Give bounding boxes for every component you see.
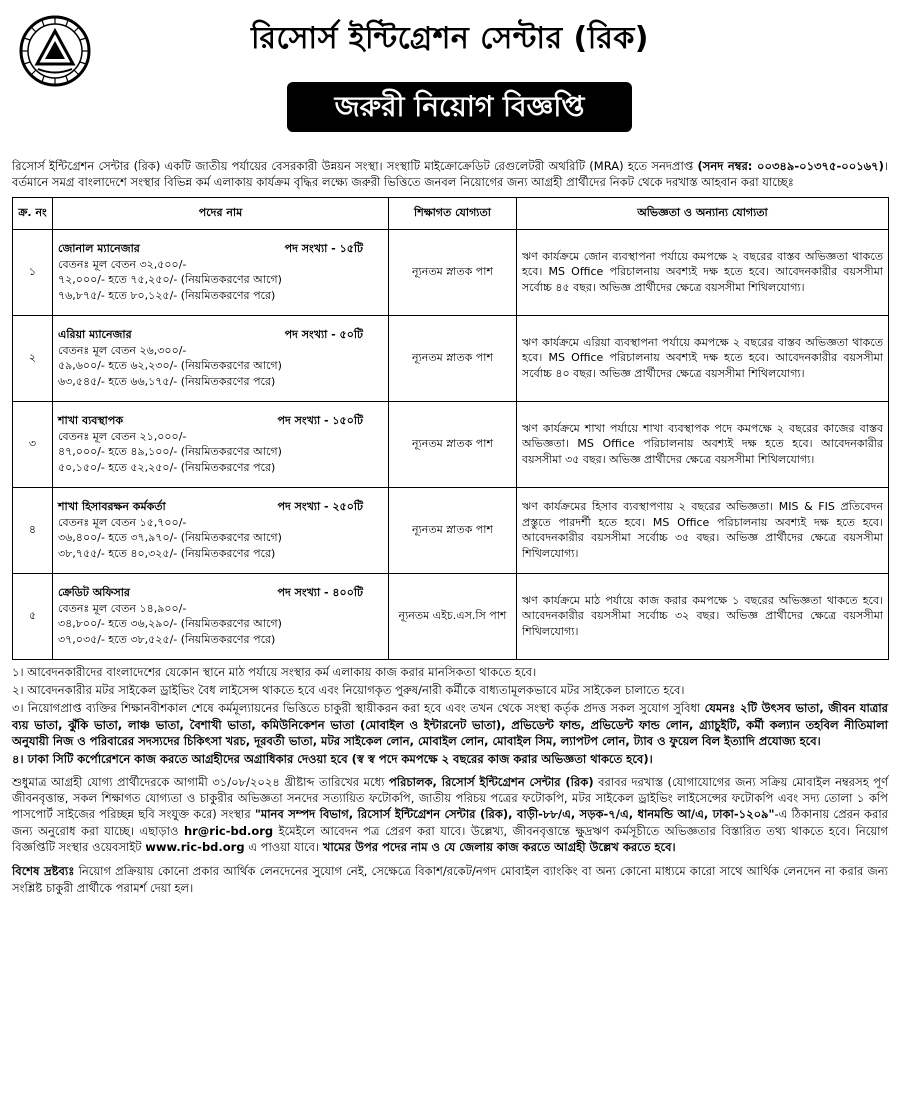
row-education: ন্যূনতম স্নাতক পাশ: [389, 229, 517, 315]
salary-basic: বেতনঃ মূল বেতন ২৬,৩০০/-: [58, 343, 187, 357]
row-education: ন্যূনতম স্নাতক পাশ: [389, 487, 517, 573]
salary-after: ৫০,১৫০/- হতে ৫২,২৫০/- (নিয়মিতকরণের পরে): [58, 460, 276, 474]
special-note-text: নিয়োগ প্রক্রিয়ায় কোনো প্রকার আর্থিক লেনদেনের সুযোগ নেই, সেক্ষেত্রে বিকাশ/রকেট/নগদ মোবাইল ব্যাংকিং বা অন্য কোনো মাধ্যমে কারো সাথে আর্থিক লেনদেন না করার জন্য সংশ্লিষ্ট চাকুরী প্রার্থীকে পরামর্শ দেয়া হল।: [12, 864, 888, 895]
condition-1: ১। আবেদনকারীদের বাংলাদেশের যেকোন স্থানে মাঠ পর্যায়ে সংস্থার কর্ম এলাকায় কাজ করার মানসিকতা থাকতে হবে।: [12, 664, 537, 679]
table-row: [13, 487, 889, 573]
row-education: ন্যূনতম স্নাতক পাশ: [389, 401, 517, 487]
condition-2: ২। আবেদনকারীর মটর সাইকেল ড্রাইভিং বৈধ লাইসেন্স থাকতে হবে এবং নিয়োগকৃত পুরুষ/নারী কর্মীকে বাধ্যতামূলকভাবে মটর সাইকেল চালাতে হবে।: [12, 682, 685, 697]
intro-line1: রিসোর্স ইন্টিগ্রেশন সেন্টার (রিক) একটি জাতীয় পর্যায়ের বেসরকারী উন্নয়ন সংস্থা। সংস্থাটি মাইক্রোক্রেডিট রেগুলেটরী অথরিটি (MRA) হতে সনদপ্রাপ্ত: [12, 159, 694, 173]
condition-4: [12, 751, 888, 767]
intro-paragraph: [12, 158, 888, 191]
row-experience: ঋণ কার্যক্রমে মাঠ পর্যায়ে কাজ করার কমপক্ষে ১ বছরের অভিজ্ঞতা থাকতে হবে। আবেদনকারীর বয়সসীমা সর্বোচ্চ ৩২ বছর। অভিজ্ঞ প্রার্থীদের ক্ষেত্রে বয়সসীমা শিথিলযোগ্য।: [517, 573, 889, 659]
header-education: শিক্ষাগত যোগ্যতা: [389, 197, 517, 229]
row-experience: ঋণ কার্যক্রমে জোন ব্যবস্থাপনা পর্যায়ে কমপক্ষে ২ বছরের বাস্তব অভিজ্ঞতা থাকতে হবে। MS Office পরিচালনায় অবশ্যই দক্ষ হতে হবে। আবেদনকারীর বয়সসীমা সর্বোচ্চ ৪৫ বছর। অভিজ্ঞ প্রার্থীদের ক্ষেত্রে বয়সসীমা শিথিলযোগ্য।: [517, 229, 889, 315]
table-row: [13, 401, 889, 487]
row-post: [53, 229, 389, 315]
row-serial: ৩: [13, 401, 53, 487]
row-experience: ঋণ কার্যক্রমের হিসাব ব্যবস্থাপণায় ২ বছরের অভিজ্ঞতা। MIS & FIS প্রতিবেদন প্রস্তুতে পারদর্শী হতে হবে। MS Office পরিচালনায় অবশ্যই দক্ষ হতে হবে। আবেদনকারীর বয়সসীমা সর্বোচ্চ ৩৫ বছর। অভিজ্ঞ প্রার্থীদের ক্ষেত্রে বয়সসীমা শিথিলযোগ্য।: [517, 487, 889, 573]
condition-3-benefits: যেমনঃ ২টি উৎসব ভাতা, জীবন যাত্রার ব্যয় ভাতা, ঝুঁকি ভাতা, লাঞ্চ ভাতা, বৈশাখী ভাতা, কমিউনিকেশন ভাতা (মোবাইল ও ইন্টারনেট ভাতা), প্রভিডেন্ট ফান্ড, প্রভিডেন্ট ফান্ড লোন, গ্র্যাচুইটি, কর্মী কল্যান তহবিল নীতিমালা অনুযায়ী নিজ ও পরিবারের সদস্যদের চিকিৎসা খরচ, দূরবর্তী ভাতা, মটর সাইকেল লোন, মোবাইল লোন, মোবাইল সিম, ল্যাপটপ লোন, ট্যাব ও ফুয়েল বিল ইত্যাদি প্রযোজ্য হবে।: [12, 701, 888, 748]
urgent-recruitment-banner: জরুরী নিয়োগ বিজ্ঞপ্তি: [287, 82, 632, 132]
conditions-list: [12, 664, 888, 768]
header-post-name: পদের নাম: [53, 197, 389, 229]
post-count: পদ সংখ্যা - ১৫০টি: [277, 413, 363, 427]
salary-basic: বেতনঃ মূল বেতন ১৫,৭০০/-: [58, 515, 187, 529]
apply-recipient: পরিচালক, রিসোর্স ইন্টিগ্রেশন সেন্টার (রিক): [388, 774, 594, 789]
salary-after: ৩৮,৭৫৫/- হতে ৪০,৩২৫/- (নিয়মিতকরণের পরে): [58, 546, 276, 560]
website-link[interactable]: www.ric-bd.org: [145, 839, 245, 854]
row-education: ন্যূনতম এইচ.এস.সি পাশ: [389, 573, 517, 659]
job-table: [12, 197, 889, 660]
row-post: [53, 573, 389, 659]
header-serial: ক্র. নং: [13, 197, 53, 229]
post-count: পদ সংখ্যা - ৪০০টি: [277, 585, 363, 599]
apply-part4: -এ ঠিকানায় প্রেরন করার জন্য অনুরোধ করা যাচ্ছে। এছাড়াও: [12, 807, 888, 838]
table-row: [13, 229, 889, 315]
condition-3: [12, 700, 888, 749]
apply-part6: এ পাওয়া যাবে।: [248, 839, 320, 854]
certificate-number: (সনদ নম্বর: ০০৩৪৯-০১৩৭৫-০০১৬৭): [697, 159, 884, 173]
apply-address: "মানব সম্পদ বিভাগ, রিসোর্স ইন্টিগ্রেশন সেন্টার (রিক), বাড়ী-৮৮/এ, সড়ক-৭/এ, ধানমন্ডি আ/এ, ঢাকা-১২০৯": [254, 807, 775, 822]
post-name: ক্রেডিট অফিসার: [58, 585, 130, 599]
row-post: [53, 315, 389, 401]
organization-title: রিসোর্স ইন্টিগ্রেশন সেন্টার (রিক): [250, 21, 650, 56]
post-name: এরিয়া ম্যানেজার: [58, 327, 132, 341]
row-serial: ২: [13, 315, 53, 401]
table-header-row: [13, 197, 889, 229]
salary-basic: বেতনঃ মূল বেতন ২১,০০০/-: [58, 429, 187, 443]
row-serial: ৪: [13, 487, 53, 573]
table-row: [13, 315, 889, 401]
apply-envelope-note: খামের উপর পদের নাম ও যে জেলায় কাজ করতে আগ্রহী উল্লেখ করতে হবে।: [322, 839, 676, 854]
salary-before: ৩৬,৪০০/- হতে ৩৭,৯৭০/- (নিয়মিতকরণের আগে): [58, 531, 282, 545]
salary-after: ৩৭,০৩৫/- হতে ৩৮,৫২৫/- (নিয়মিতকরণের পরে): [58, 632, 276, 646]
apply-part1: শুধুমাত্র আগ্রহী যোগ্য প্রার্থীদেরকে আগামী ৩১/০৮/২০২৪ খ্রীষ্টাব্দ তারিখের মধ্যে: [12, 774, 385, 789]
email-link[interactable]: hr@ric-bd.org: [183, 823, 274, 838]
row-serial: ৫: [13, 573, 53, 659]
apply-part3: বরাবর দরখাস্ত (যোগাযোগের জন্য সক্রিয় মোবাইল নম্বরসহ পূর্ণ জীবনবৃত্তান্ত, সকল শিক্ষাগত যোগ্যতা ও চাকুরীর অভিজ্ঞতা সনদের সত্যায়িত ফটোকপি, জাতীয় পরিচয় পত্রের ফটোকপি, মটর সাইকেল ড্রাইভিং লাইসেন্সের ফটোকপি এবং সদ্য তোলা ১ কপি পাসপোর্ট সাইজের পরিচ্ছন্ন ছবি সংযুক্ত করে) সংস্থার: [12, 774, 889, 822]
post-count: পদ সংখ্যা - ২৫০টি: [277, 499, 363, 513]
post-name: শাখা হিসাবরক্ষন কর্মকর্তা: [58, 499, 166, 513]
salary-before: ৭২,০০০/- হতে ৭৫,২৫০/- (নিয়মিতকরণের আগে): [58, 273, 282, 287]
post-name: জোনাল ম্যানেজার: [58, 241, 140, 255]
table-row: [13, 573, 889, 659]
special-note-label: বিশেষ দ্রষ্টব্যঃ: [12, 864, 75, 879]
salary-before: ৫৯,৬০০/- হতে ৬২,২৩০/- (নিয়মিতকরণের আগে): [58, 359, 282, 373]
header-experience: অভিজ্ঞতা ও অন্যান্য যোগ্যতা: [517, 197, 889, 229]
salary-basic: বেতনঃ মূল বেতন ৩২,৫০০/-: [58, 257, 187, 271]
salary-before: ৪৭,০০০/- হতে ৪৯,১০০/- (নিয়মিতকরণের আগে): [58, 445, 282, 459]
post-name: শাখা ব্যবস্থাপক: [58, 413, 124, 427]
salary-after: ৬৩,৫৪৫/- হতে ৬৬,১৭৫/- (নিয়মিতকরণের পরে): [58, 374, 276, 388]
post-count: পদ সংখ্যা - ৫০টি: [284, 327, 363, 341]
condition-3-intro: ৩। নিয়োগপ্রাপ্ত ব্যক্তির শিক্ষানবীশকাল শেষে কর্মমূল্যায়নের ভিত্তিতে চাকুরী স্থায়ীকরন করা হবে এবং তখন থেকে সংস্থা কর্তৃক প্রদত্ত সকল সুযোগ সুবিধা: [12, 701, 701, 716]
application-instructions: [12, 774, 888, 856]
intro-line2: । বর্তমানে সমগ্র বাংলাদেশে সংস্থার বিভিন্ন কর্ম এলাকায় কার্যক্রম বৃদ্ধির লক্ষ্যে জরুরী ভিত্তিতে জনবল নিয়োগের জন্য আগ্রহী প্রার্থীদের নিকট থেকে দরখাস্ত আহবান করা যাচ্ছেঃ: [12, 159, 888, 190]
row-post: [53, 401, 389, 487]
row-serial: ১: [13, 229, 53, 315]
salary-after: ৭৬,৮৭৫/- হতে ৮০,১২৫/- (নিয়মিতকরণের পরে): [58, 288, 276, 302]
special-note: [12, 863, 888, 896]
salary-basic: বেতনঃ মূল বেতন ১৪,৯০০/-: [58, 601, 187, 615]
notice-header: [12, 8, 888, 138]
row-experience: ঋণ কার্যক্রমে শাখা পর্যায়ে শাখা ব্যবস্থাপক পদে কমপক্ষে ২ বছরের কাজের বাস্তব অভিজ্ঞতা। MS Office পরিচালনায় অবশ্যই দক্ষ হতে হবে। আবেদনকারীর বয়সসীমা ৩৫ বছর। অভিজ্ঞ প্রার্থীদের ক্ষেত্রে বয়সসীমা শিথিলযোগ্য।: [517, 401, 889, 487]
row-education: ন্যূনতম স্নাতক পাশ: [389, 315, 517, 401]
row-post: [53, 487, 389, 573]
apply-part5: ইমেইলে আবেদন পত্র প্রেরণ করা যাবে। উল্লেখ্য, জীবনবৃত্তান্তে ক্ষুদ্রঋণ কর্মসূচীতে অভিজ্ঞতার বিস্তারিত তথ্য থাকতে হবে। নিয়োগ বিজ্ঞপ্তিটি সংস্থার ওয়েবসাইট: [12, 823, 889, 854]
post-count: পদ সংখ্যা - ১৫টি: [284, 241, 363, 255]
row-experience: ঋণ কার্যক্রমে এরিয়া ব্যবস্থাপনা পর্যায়ে কমপক্ষে ২ বছরের বাস্তব অভিজ্ঞতা থাকতে হবে। MS Office পরিচালনায় অবশ্যই দক্ষ হতে হবে। আবেদনকারীর বয়সসীমা সর্বোচ্চ ৪০ বছর। অভিজ্ঞ প্রার্থীদের ক্ষেত্রে বয়সসীমা শিথিলযোগ্য।: [517, 315, 889, 401]
salary-before: ৩৪,৮০০/- হতে ৩৬,২৯০/- (নিয়মিতকরণের আগে): [58, 617, 282, 631]
condition-4-text: ৪। ঢাকা সিটি কর্পোরেশনে কাজ করতে আগ্রহীদের অগ্রাধিকার দেওয়া হবে (স্ব স্ব পদে কমপক্ষে ২ বছরের কাজ করার অভিজ্ঞতা থাকতে হবে)।: [12, 752, 653, 767]
